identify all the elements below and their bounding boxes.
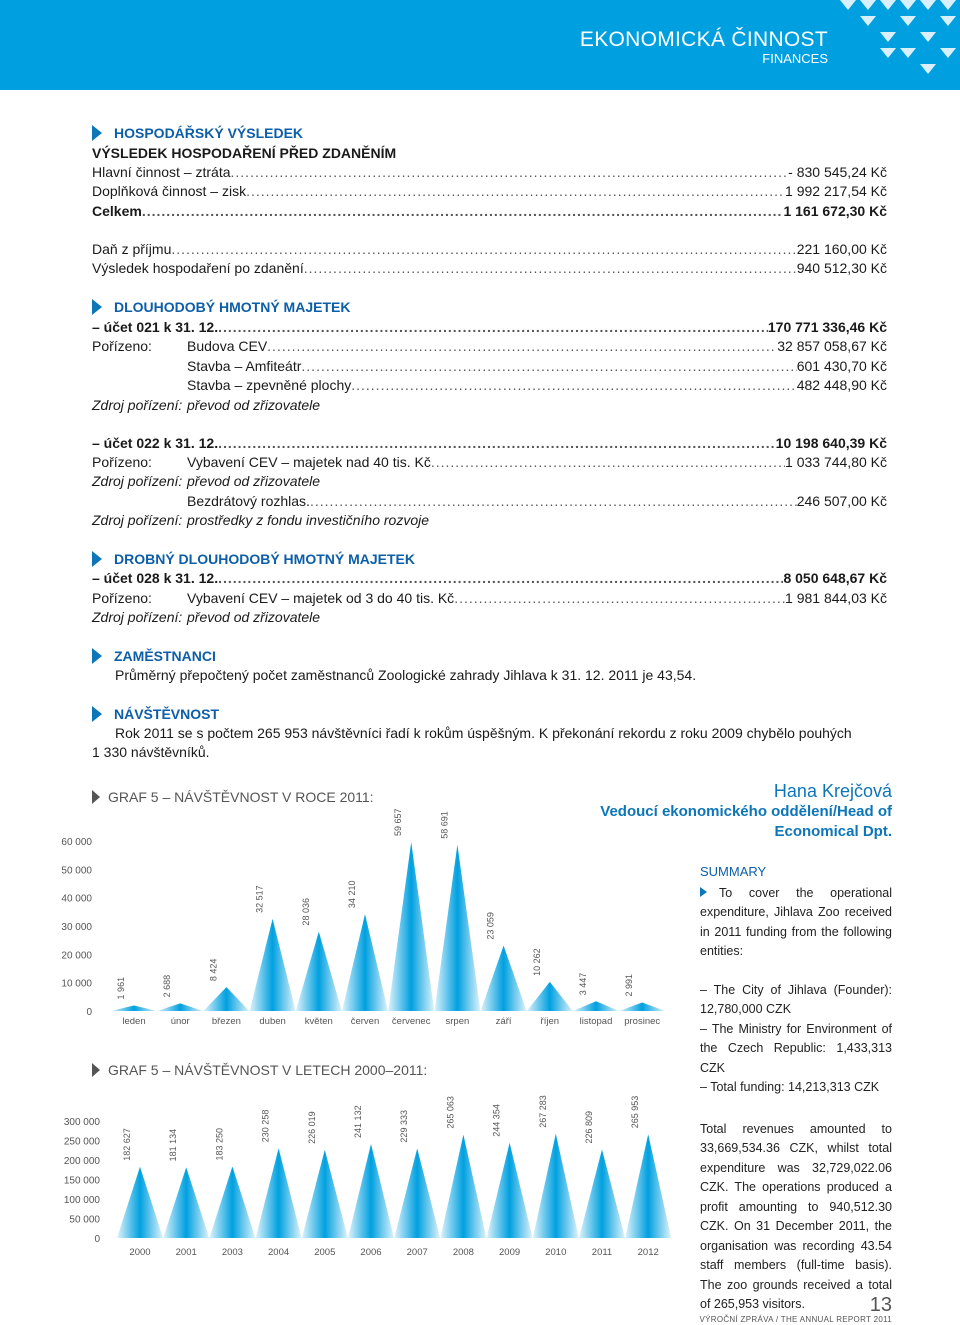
bar-prosinec — [619, 1003, 665, 1011]
data-label: 229 333 — [399, 1110, 410, 1143]
y-tick-label: 60 000 — [61, 837, 92, 848]
summary-p5: Total revenues amounted to 33,669,534.36 CZK, whilst total expenditure was 32,729,022.06 CZK. The operations produced a profit amounting to 940,512.30 CZK. On 31 December 2011, the organisation was recording 43.54 staff members (full-time basis). The zoo grounds received a total of 265,953 visitors. — [700, 1121, 892, 1311]
category-label: leden — [122, 1016, 146, 1027]
y-tick-label: 10 000 — [61, 978, 92, 990]
data-label: 10 262 — [531, 948, 542, 976]
asset-row-equipment: Vybavení CEV – majetek nad 40 tis. Kč ..... 1 033 744,80 Kč — [187, 453, 887, 472]
data-label: 32 517 — [254, 885, 265, 913]
attendance-text-2: 1 330 návštěvníků. — [92, 744, 210, 760]
data-label: 3 447 — [578, 972, 588, 996]
arrow-icon — [92, 706, 102, 722]
bar-únor — [157, 1003, 203, 1011]
bar-červenec — [388, 842, 434, 1011]
bar-březen — [203, 987, 249, 1011]
category-label: 2006 — [360, 1247, 382, 1258]
data-label: 2 688 — [162, 974, 173, 998]
bar-srpen — [434, 845, 480, 1011]
category-label: říjen — [540, 1016, 560, 1027]
source-label: Zdroj pořízení: — [92, 473, 183, 489]
source-label: Zdroj pořízení: — [92, 512, 183, 528]
y-tick-label: 0 — [94, 1234, 100, 1245]
asset-row-paved: Stavba – zpevněné plochy ..... 482 448,90 Kč — [187, 376, 887, 395]
arrow-icon — [700, 887, 707, 897]
data-label: 226 019 — [306, 1111, 317, 1144]
bar-2006 — [348, 1144, 394, 1238]
summary-p1: To cover the operational expenditure, Jihlava Zoo received in 2011 funding from the following entities: — [700, 885, 892, 958]
section-heading-small-assets: DROBNÝ DLOUHODOBÝ HMOTNÝ MAJETEK — [92, 549, 415, 569]
category-label: září — [495, 1016, 512, 1027]
source-label: Zdroj pořízení: — [92, 609, 183, 625]
category-label: 2005 — [314, 1247, 336, 1258]
summary-heading: SUMMARY — [700, 864, 767, 879]
footer-report: VÝROČNÍ ZPRÁVA / THE ANNUAL REPORT 2011 — [699, 1315, 892, 1324]
category-label: červenec — [391, 1016, 431, 1027]
summary-p4: – Total funding: 14,213,313 CZK — [700, 1080, 880, 1094]
data-label: 181 134 — [168, 1128, 179, 1162]
category-label: květen — [304, 1016, 333, 1027]
category-label: 2003 — [221, 1247, 243, 1258]
asset-row-amphitheatre: Stavba – Amfiteátr ..... 601 430,70 Kč — [187, 357, 887, 376]
y-tick-label: 150 000 — [63, 1175, 100, 1187]
bar-září — [481, 946, 527, 1011]
bar-listopad — [573, 1001, 619, 1011]
account-022-row: – účet 022 k 31. 12. ..... 10 198 640,39 Kč — [92, 434, 887, 453]
bar-2011 — [579, 1150, 625, 1238]
chart1-title: GRAF 5 – NÁVŠTĚVNOST V ROCE 2011: — [92, 789, 374, 805]
acquired-label: Pořízeno: — [92, 338, 152, 354]
category-label: 2009 — [499, 1247, 521, 1258]
bar-2007 — [394, 1149, 440, 1238]
signature-block — [600, 780, 892, 842]
arrow-icon — [92, 299, 102, 315]
data-label: 58 691 — [439, 811, 450, 839]
signature-name: Hana Krejčová — [773, 781, 892, 801]
data-label: 182 627 — [122, 1128, 132, 1161]
y-tick-label: 50 000 — [61, 865, 92, 877]
summary-block — [700, 862, 892, 1315]
bar-2005 — [302, 1150, 348, 1238]
category-label: březen — [211, 1016, 241, 1027]
result-row-after-tax: Výsledek hospodaření po zdanění ..... 940 512,30 Kč — [92, 259, 887, 278]
header-title: EKONOMICKÁ ČINNOST — [579, 28, 828, 51]
section-heading-attendance: NÁVŠTĚVNOST — [92, 704, 219, 724]
bar-květen — [296, 932, 342, 1011]
category-label: červen — [350, 1016, 380, 1027]
data-label: 2 991 — [624, 973, 635, 997]
data-label: 183 250 — [214, 1127, 225, 1161]
arrow-icon — [92, 125, 102, 141]
category-label: 2010 — [545, 1247, 567, 1258]
asset-row-radio: Bezdrátový rozhlas. ..... 246 507,00 Kč — [187, 492, 887, 511]
page-header — [0, 0, 960, 90]
data-label: 265 063 — [445, 1096, 456, 1129]
category-label: duben — [259, 1016, 286, 1027]
data-label: 28 036 — [300, 898, 311, 926]
y-tick-label: 250 000 — [63, 1136, 100, 1148]
header-subtitle: FINANCES — [762, 51, 828, 66]
data-label: 59 657 — [393, 808, 404, 836]
data-label: 244 354 — [491, 1104, 502, 1137]
y-tick-label: 50 000 — [69, 1214, 100, 1226]
account-021-row: – účet 021 k 31. 12. ..... 170 771 336,46 Kč — [92, 318, 887, 337]
section-heading-result: HOSPODÁŘSKÝ VÝSLEDEK — [92, 123, 303, 143]
category-label: 2004 — [268, 1247, 290, 1258]
category-label: srpen — [445, 1016, 470, 1027]
data-label: 226 809 — [584, 1110, 594, 1144]
arrow-icon — [92, 648, 102, 664]
category-label: 2001 — [175, 1247, 197, 1258]
chart2-title: GRAF 5 – NÁVŠTĚVNOST V LETECH 2000–2011: — [92, 1062, 427, 1078]
bar-duben — [250, 919, 296, 1011]
data-label: 23 059 — [485, 912, 496, 940]
source-value-fund: prostředky z fondu investičního rozvoje — [187, 512, 430, 528]
summary-p2: – The City of Jihlava (Founder): 12,780,000 CZK — [700, 982, 892, 1016]
bar-2003 — [209, 1167, 255, 1238]
section-heading-employees: ZAMĚSTNANCI — [92, 646, 216, 666]
bar-říjen — [527, 982, 573, 1011]
source-value: převod od zřizovatele — [187, 397, 321, 413]
category-label: únor — [170, 1016, 190, 1027]
asset-row-small-equipment: Vybavení CEV – majetek od 3 do 40 tis. Kč ..... 1 981 844,03 Kč — [187, 589, 887, 608]
bar-2012 — [625, 1134, 671, 1238]
category-label: 2012 — [637, 1247, 659, 1258]
bar-2008 — [440, 1135, 486, 1238]
bar-2000 — [117, 1167, 163, 1238]
bar-leden — [111, 1005, 157, 1011]
bar-2004 — [256, 1148, 302, 1238]
data-label: 1 961 — [116, 976, 126, 1000]
account-028-row: – účet 028 k 31. 12. ..... 8 050 648,67 Kč — [92, 569, 887, 588]
y-tick-label: 30 000 — [61, 922, 92, 933]
yearly-attendance-chart — [50, 1090, 680, 1260]
data-label: 8 424 — [208, 958, 219, 982]
result-row-additional: Doplňková činnost – zisk ..... 1 992 217,54 Kč — [92, 182, 887, 201]
signature-role-2: Economical Dpt. — [774, 823, 892, 840]
section-subheading: VÝSLEDEK HOSPODAŘENÍ PŘED ZDANĚNÍM — [92, 145, 397, 161]
y-tick-label: 40 000 — [61, 893, 92, 905]
result-row-main: Hlavní činnost – ztráta ..... - 830 545,24 Kč — [92, 163, 887, 182]
attendance-text-1: Rok 2011 se s počtem 265 953 návštěvníci řadí k rokům úspěšným. K překonání rekordu z roku 2009 chybělo pouhých — [115, 725, 852, 741]
y-tick-label: 20 000 — [61, 950, 92, 962]
summary-p3: – The Ministry for Environment of the Czech Republic: 1,433,313 CZK — [700, 1021, 892, 1075]
asset-row-cev: Budova CEV ..... 32 857 058,67 Kč — [187, 337, 887, 356]
data-label: 265 953 — [630, 1095, 641, 1129]
bar-2010 — [533, 1134, 579, 1238]
result-row-tax: Daň z příjmu ..... 221 160,00 Kč — [92, 240, 887, 259]
data-label: 230 258 — [260, 1109, 271, 1143]
category-label: 2011 — [591, 1247, 613, 1258]
category-label: 2007 — [406, 1247, 428, 1258]
category-label: 2000 — [129, 1247, 151, 1258]
y-tick-label: 100 000 — [63, 1195, 100, 1206]
source-value: převod od zřizovatele — [187, 473, 321, 489]
arrow-icon — [92, 551, 102, 567]
section-heading-long-term-assets: DLOUHODOBÝ HMOTNÝ MAJETEK — [92, 297, 350, 317]
employees-text: Průměrný přepočtený počet zaměstnanců Zoologické zahrady Jihlava k 31. 12. 2011 je 43,54. — [115, 667, 697, 683]
data-label: 267 283 — [537, 1095, 548, 1128]
y-tick-label: 200 000 — [63, 1156, 100, 1167]
arrow-icon — [92, 1063, 100, 1077]
category-label: 2008 — [452, 1247, 474, 1258]
bar-2009 — [487, 1143, 533, 1238]
bar-2001 — [163, 1167, 209, 1238]
data-label: 241 132 — [353, 1105, 363, 1138]
category-label: listopad — [579, 1016, 613, 1027]
acquired-label: Pořízeno: — [92, 454, 152, 470]
y-tick-label: 300 000 — [63, 1117, 100, 1128]
source-value: převod od zřizovatele — [187, 609, 321, 625]
category-label: prosinec — [624, 1016, 661, 1027]
monthly-attendance-chart — [50, 800, 680, 1035]
result-row-total: Celkem ..... 1 161 672,30 Kč — [92, 202, 887, 221]
bar-červen — [342, 914, 388, 1011]
acquired-label: Pořízeno: — [92, 590, 152, 606]
source-label: Zdroj pořízení: — [92, 397, 183, 413]
signature-role-1: Vedoucí ekonomického oddělení/Head of — [600, 803, 892, 820]
data-label: 34 210 — [347, 880, 357, 909]
page-number: 13 — [869, 1294, 892, 1316]
y-tick-label: 0 — [86, 1007, 92, 1018]
triangle-pattern-icon — [840, 0, 960, 90]
